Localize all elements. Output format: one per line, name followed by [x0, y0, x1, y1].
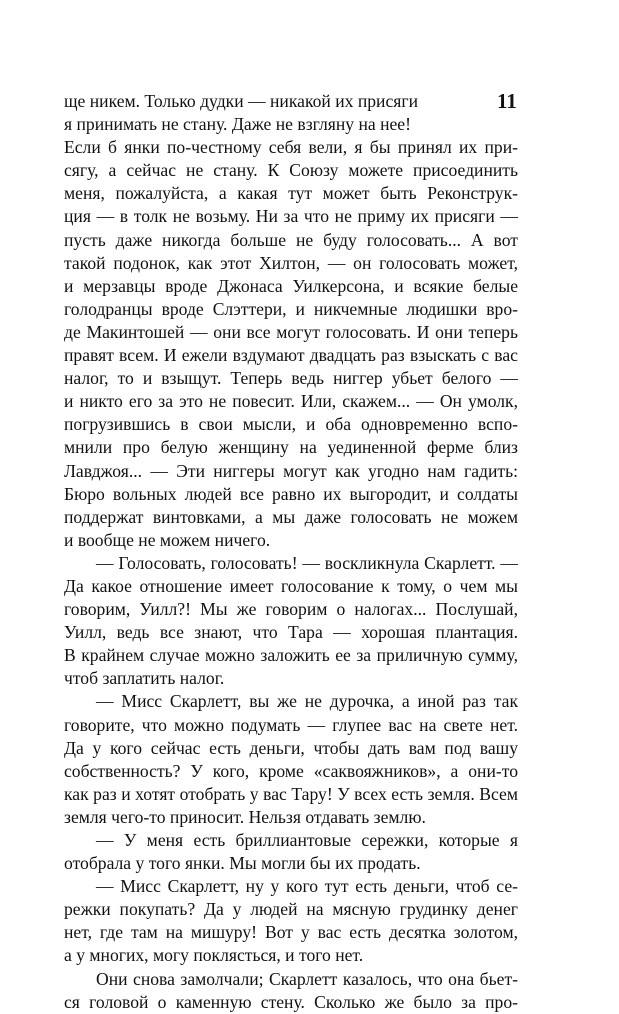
- text-line: сягу, а сейчас не стану. К Союзу можете присоединить: [64, 160, 518, 181]
- text-line: — Мисс Скарлетт, вы же не дурочка, а иной раз так: [96, 691, 518, 712]
- text-line: Да у кого сейчас есть деньги, чтобы дать вам под вашу: [64, 737, 518, 758]
- text-line: ся головой о каменную стену. Сколько же было за про-: [64, 991, 518, 1012]
- text-line: мнили про белую женщину на уединенной ферме близ: [64, 437, 518, 458]
- text-line: погрузившись в свои мысли, и оба одновременно вспо-: [64, 414, 518, 435]
- text-line: Уилл, ведь все знают, что Тара — хорошая плантация.: [64, 622, 518, 643]
- text-line: и никто его за это не повесит. Или, скажем... — Он умолк,: [64, 391, 518, 412]
- text-line: режки покупать? Да у людей на мясную грудинку денег: [64, 899, 518, 920]
- text-line: говорите, что можно подумать — глупее вас на свете нет.: [64, 714, 518, 735]
- text-line: правят всем. И ежели вздумают двадцать раз взыскать с вас: [64, 345, 518, 366]
- text-line: В крайнем случае можно заложить ее за приличную сумму,: [64, 645, 518, 666]
- text-line: я принимать не стану. Даже не взгляну на нее!: [64, 114, 411, 135]
- text-line: меня, пожалуйста, а какая тут может быть Реконструк-: [64, 183, 518, 204]
- text-line: — Мисс Скарлетт, ну у кого тут есть деньги, чтоб се-: [96, 876, 518, 897]
- text-line: — У меня есть бриллиантовые сережки, которые я: [96, 830, 518, 850]
- page-number: 11: [497, 89, 517, 113]
- text-line: собственность? У кого, кроме «саквояжников», а они-то: [64, 760, 518, 781]
- text-line: Лавджоя... — Эти ниггеры могут как угодно нам гадить:: [64, 460, 518, 481]
- text-line: поддержат винтовками, а мы даже голосовать не можем: [64, 506, 518, 527]
- text-line: земля чего-то приносит. Нельзя отдавать землю.: [64, 806, 426, 827]
- text-line: и вообще не можем ничего.: [64, 529, 271, 550]
- text-line: отобрала у того янки. Мы могли бы их продать.: [64, 853, 421, 874]
- text-line: Да какое отношение имеет голосование к тому, о чем мы: [64, 575, 518, 596]
- text-line: Если б янки по-честному себя вели, я бы принял их при-: [64, 137, 518, 158]
- text-line: нет, где там на мишуру! Вот у вас есть десятка золотом,: [64, 922, 518, 943]
- text-line: пусть даже никогда больше не буду голосовать... А вот: [64, 229, 518, 250]
- body-text: [64, 90, 518, 1014]
- text-line: говорим, Уилл?! Мы же говорим о налогах... Послушай,: [64, 599, 518, 620]
- text-line: Они снова замолчали; Скарлетт казалось, что она бьет-: [96, 968, 518, 989]
- text-line: ще никем. Только дудки — никакой их присяги: [64, 91, 418, 111]
- text-line: чтоб заплатить налог.: [64, 668, 225, 689]
- text-line: и мерзавцы вроде Джонаса Уилкерсона, и всякие белые: [64, 275, 518, 296]
- text-line: де Макинтошей — они все могут голосовать. И они теперь: [64, 321, 518, 342]
- text-line: голодранцы вроде Слэттери, и никчемные людишки вро-: [64, 298, 518, 319]
- text-line: а у многих, могу поклясться, и того нет.: [64, 945, 364, 966]
- text-line: такой подонок, как этот Хилтон, — он голосовать может,: [64, 252, 518, 273]
- text-line: ция — в толк не возьму. Ни за что не приму их присяги —: [64, 206, 518, 227]
- text-line: налог, то и взыщут. Теперь ведь ниггер убьет белого —: [64, 368, 518, 389]
- text-line: — Голосовать, голосовать! — воскликнула Скарлетт. —: [96, 552, 518, 573]
- text-line: Бюро вольных людей все равно их выгородит, и солдаты: [64, 483, 518, 504]
- text-line: как раз и хотят отобрать у вас Тару! У всех есть земля. Всем: [64, 783, 518, 804]
